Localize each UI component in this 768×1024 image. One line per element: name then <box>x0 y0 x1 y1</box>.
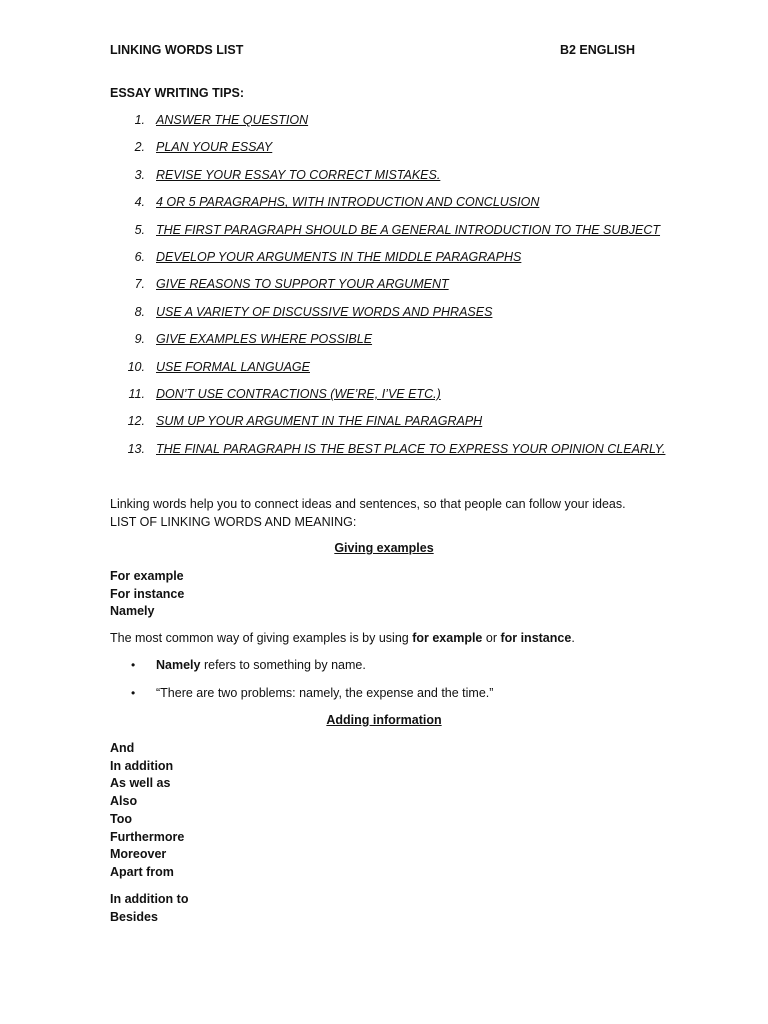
linking-word: For example <box>110 569 184 583</box>
tip-text: THE FINAL PARAGRAPH IS THE BEST PLACE TO EXPRESS YOUR OPINION CLEARLY. <box>156 441 666 456</box>
tip-text: USE FORMAL LANGUAGE <box>156 359 310 374</box>
tip-text: DON’T USE CONTRACTIONS (WE’RE, I’VE ETC.) <box>156 386 441 401</box>
linking-word: In addition to <box>110 892 189 906</box>
linking-word: Furthermore <box>110 829 185 844</box>
tip-number: 2. <box>134 140 145 155</box>
tip-number: 5. <box>134 222 145 237</box>
bullet-text <box>156 686 493 700</box>
page-header <box>110 43 635 57</box>
linking-word: For instance <box>110 586 185 601</box>
sentence-part: or <box>482 631 501 645</box>
tip-number: 11. <box>128 386 145 401</box>
section-heading-adding-information: Adding information <box>326 713 442 727</box>
linking-word: Moreover <box>110 847 167 862</box>
linking-word: And <box>110 741 135 755</box>
intro-line: Linking words help you to connect ideas and sentences, so that people can follow your ideas. <box>110 497 626 511</box>
tip-number: 4. <box>134 195 145 210</box>
bullet-rest: “There are two problems: namely, the expense and the time.” <box>156 686 494 700</box>
bullet-icon: • <box>131 658 136 672</box>
linking-word: Too <box>110 811 132 826</box>
linking-word: Also <box>110 794 138 809</box>
header-level: B2 ENGLISH <box>559 43 635 57</box>
adding-information-word-list <box>110 740 184 882</box>
tip-number: 12. <box>127 414 145 429</box>
tip-text: THE FIRST PARAGRAPH SHOULD BE A GENERAL INTRODUCTION TO THE SUBJECT <box>156 222 661 237</box>
giving-examples-explanation <box>110 631 575 645</box>
tip-number: 10. <box>127 359 145 374</box>
intro-subheading: LIST OF LINKING WORDS AND MEANING: <box>110 514 357 529</box>
giving-examples-word-list <box>110 568 184 621</box>
tips-title: ESSAY WRITING TIPS: <box>110 86 245 100</box>
tip-text: USE A VARIETY OF DISCUSSIVE WORDS AND PHRASES <box>156 304 493 319</box>
tip-text: GIVE EXAMPLES WHERE POSSIBLE <box>156 332 373 347</box>
tip-number: 1. <box>134 113 145 127</box>
linking-word: In addition <box>110 758 174 773</box>
section-heading-giving-examples: Giving examples <box>334 541 434 555</box>
sentence-keyword: for example <box>412 631 483 645</box>
sentence-keyword: for instance <box>500 631 572 645</box>
intro-paragraph <box>110 496 650 531</box>
linking-word: Besides <box>110 909 158 924</box>
sentence-part: The most common way of giving examples is by using <box>110 631 413 645</box>
header-title: LINKING WORDS LIST <box>110 43 244 57</box>
linking-word: Namely <box>110 604 155 619</box>
bullet-keyword: Namely <box>156 658 201 672</box>
tip-number: 3. <box>134 167 145 182</box>
bullet-text <box>156 658 366 672</box>
tip-number: 7. <box>134 277 145 292</box>
tip-number: 6. <box>134 249 145 264</box>
adding-information-word-list-2 <box>110 891 188 926</box>
tip-text: GIVE REASONS TO SUPPORT YOUR ARGUMENT <box>156 277 449 292</box>
tip-text: SUM UP YOUR ARGUMENT IN THE FINAL PARAGRAPH <box>156 414 483 429</box>
sentence-part: . <box>571 631 575 645</box>
tip-text: ANSWER THE QUESTION <box>156 113 309 127</box>
tip-number: 9. <box>134 332 145 347</box>
tip-text: 4 OR 5 PARAGRAPHS, WITH INTRODUCTION AND CONCLUSION <box>156 195 540 210</box>
tip-text: DEVELOP YOUR ARGUMENTS IN THE MIDDLE PARAGRAPHS <box>156 249 522 264</box>
linking-word: Apart from <box>110 864 174 879</box>
bullet-rest: refers to something by name. <box>200 658 366 672</box>
bullet-icon: • <box>131 686 136 700</box>
tip-text: PLAN YOUR ESSAY <box>156 140 273 155</box>
linking-word: As well as <box>110 776 171 791</box>
tip-text: REVISE YOUR ESSAY TO CORRECT MISTAKES. <box>156 167 441 182</box>
tip-number: 13. <box>127 441 145 456</box>
tip-number: 8. <box>134 304 145 319</box>
